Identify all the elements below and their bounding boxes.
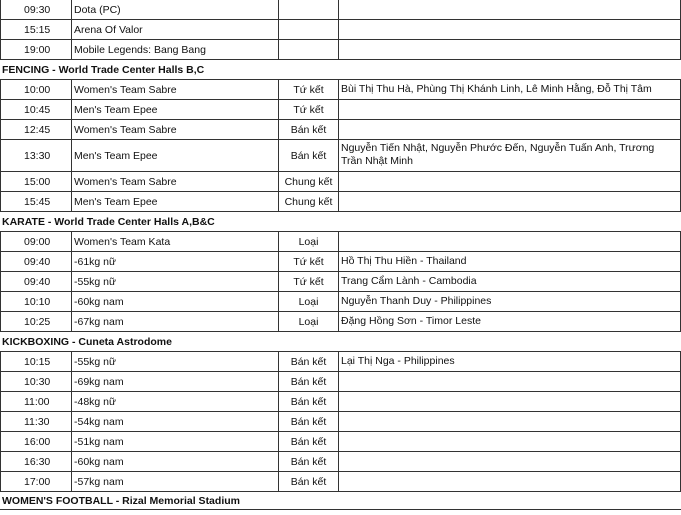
- athletes-cell: [338, 99, 681, 119]
- time-cell: 09:30: [0, 0, 71, 19]
- athletes-cell: Trang Cẩm Lành - Cambodia: [338, 271, 681, 291]
- athletes-cell: Nguyễn Thanh Duy - Philippines: [338, 291, 681, 311]
- table-row: [0, 0, 681, 19]
- round-cell: Bán kết: [278, 391, 338, 411]
- time-cell: 09:00: [0, 231, 71, 251]
- table-row: [0, 99, 681, 119]
- event-cell: Dota (PC): [71, 0, 278, 19]
- table-row: [0, 139, 681, 171]
- section-title: KARATE - World Trade Center Halls A,B&C: [2, 215, 215, 228]
- table-row: [0, 119, 681, 139]
- section-title: WOMEN'S FOOTBALL - Rizal Memorial Stadium: [2, 494, 240, 507]
- athletes-cell: [338, 191, 681, 211]
- table-row: [0, 291, 681, 311]
- round-cell: [278, 19, 338, 39]
- table-row: [0, 311, 681, 331]
- section-header: [0, 59, 681, 79]
- round-cell: Tứ kết: [278, 99, 338, 119]
- round-cell: Chung kết: [278, 171, 338, 191]
- table-row: [0, 39, 681, 59]
- time-cell: 16:30: [0, 451, 71, 471]
- round-cell: Loại: [278, 291, 338, 311]
- athletes-cell: Đặng Hồng Sơn - Timor Leste: [338, 311, 681, 331]
- event-cell: -48kg nữ: [71, 391, 278, 411]
- athletes-cell: [338, 171, 681, 191]
- section-title: KICKBOXING - Cuneta Astrodome: [2, 335, 172, 348]
- athletes-cell: [338, 0, 681, 19]
- event-cell: -61kg nữ: [71, 251, 278, 271]
- time-cell: 09:40: [0, 251, 71, 271]
- round-cell: Bán kết: [278, 119, 338, 139]
- round-cell: Bán kết: [278, 371, 338, 391]
- athletes-cell: [338, 39, 681, 59]
- athletes-cell: [338, 391, 681, 411]
- time-cell: 15:00: [0, 171, 71, 191]
- event-cell: Men's Team Epee: [71, 191, 278, 211]
- round-cell: [278, 39, 338, 59]
- round-cell: Loại: [278, 311, 338, 331]
- time-cell: 15:45: [0, 191, 71, 211]
- athletes-cell: Hồ Thị Thu Hiền - Thailand: [338, 251, 681, 271]
- time-cell: 10:00: [0, 79, 71, 99]
- round-cell: Chung kết: [278, 191, 338, 211]
- round-cell: Bán kết: [278, 471, 338, 491]
- event-cell: Women's Team Sabre: [71, 79, 278, 99]
- time-cell: 09:40: [0, 271, 71, 291]
- time-cell: 16:00: [0, 431, 71, 451]
- time-cell: 13:30: [0, 139, 71, 171]
- event-cell: -54kg nam: [71, 411, 278, 431]
- event-cell: -67kg nam: [71, 311, 278, 331]
- table-bottom-border: [0, 509, 681, 510]
- table-row: [0, 371, 681, 391]
- round-cell: Bán kết: [278, 351, 338, 371]
- event-cell: -51kg nam: [71, 431, 278, 451]
- table-row: [0, 79, 681, 99]
- event-cell: Women's Team Kata: [71, 231, 278, 251]
- athletes-cell: Lại Thị Nga - Philippines: [338, 351, 681, 371]
- section-header: [0, 331, 681, 351]
- event-cell: Men's Team Epee: [71, 139, 278, 171]
- round-cell: Bán kết: [278, 451, 338, 471]
- time-cell: 15:15: [0, 19, 71, 39]
- time-cell: 10:30: [0, 371, 71, 391]
- round-cell: Tứ kết: [278, 79, 338, 99]
- event-cell: -57kg nam: [71, 471, 278, 491]
- table-row: [0, 391, 681, 411]
- table-row: [0, 351, 681, 371]
- section-title: FENCING - World Trade Center Halls B,C: [2, 63, 205, 76]
- athletes-cell: Nguyễn Tiến Nhật, Nguyễn Phước Đến, Nguyễn Tuấn Anh, Trương Trần Nhật Minh: [338, 139, 681, 171]
- round-cell: Tứ kết: [278, 251, 338, 271]
- table-row: [0, 191, 681, 211]
- table-row: [0, 271, 681, 291]
- event-cell: Arena Of Valor: [71, 19, 278, 39]
- event-cell: -60kg nam: [71, 451, 278, 471]
- round-cell: Tứ kết: [278, 271, 338, 291]
- athletes-cell: Bùi Thị Thu Hà, Phùng Thị Khánh Linh, Lê Minh Hằng, Đỗ Thị Tâm: [338, 79, 681, 99]
- time-cell: 10:15: [0, 351, 71, 371]
- round-cell: Bán kết: [278, 139, 338, 171]
- athletes-cell: [338, 471, 681, 491]
- round-cell: [278, 0, 338, 19]
- time-cell: 11:00: [0, 391, 71, 411]
- round-cell: Bán kết: [278, 431, 338, 451]
- athletes-cell: [338, 371, 681, 391]
- athletes-cell: [338, 451, 681, 471]
- athletes-cell: [338, 431, 681, 451]
- time-cell: 17:00: [0, 471, 71, 491]
- time-cell: 12:45: [0, 119, 71, 139]
- athletes-cell: [338, 411, 681, 431]
- event-cell: Mobile Legends: Bang Bang: [71, 39, 278, 59]
- table-row: [0, 451, 681, 471]
- table-row: [0, 411, 681, 431]
- table-row: [0, 171, 681, 191]
- time-cell: 19:00: [0, 39, 71, 59]
- event-cell: -55kg nữ: [71, 351, 278, 371]
- event-cell: -60kg nam: [71, 291, 278, 311]
- section-header: [0, 491, 681, 509]
- round-cell: Loại: [278, 231, 338, 251]
- event-cell: Women's Team Sabre: [71, 119, 278, 139]
- event-cell: -55kg nữ: [71, 271, 278, 291]
- event-cell: Women's Team Sabre: [71, 171, 278, 191]
- table-row: [0, 231, 681, 251]
- table-row: [0, 251, 681, 271]
- table-row: [0, 19, 681, 39]
- athletes-cell: [338, 19, 681, 39]
- table-row: [0, 431, 681, 451]
- time-cell: 10:45: [0, 99, 71, 119]
- round-cell: Bán kết: [278, 411, 338, 431]
- section-header: [0, 211, 681, 231]
- time-cell: 10:25: [0, 311, 71, 331]
- event-cell: Men's Team Epee: [71, 99, 278, 119]
- athletes-cell: [338, 119, 681, 139]
- table-row: [0, 471, 681, 491]
- time-cell: 10:10: [0, 291, 71, 311]
- time-cell: 11:30: [0, 411, 71, 431]
- event-cell: -69kg nam: [71, 371, 278, 391]
- athletes-cell: [338, 231, 681, 251]
